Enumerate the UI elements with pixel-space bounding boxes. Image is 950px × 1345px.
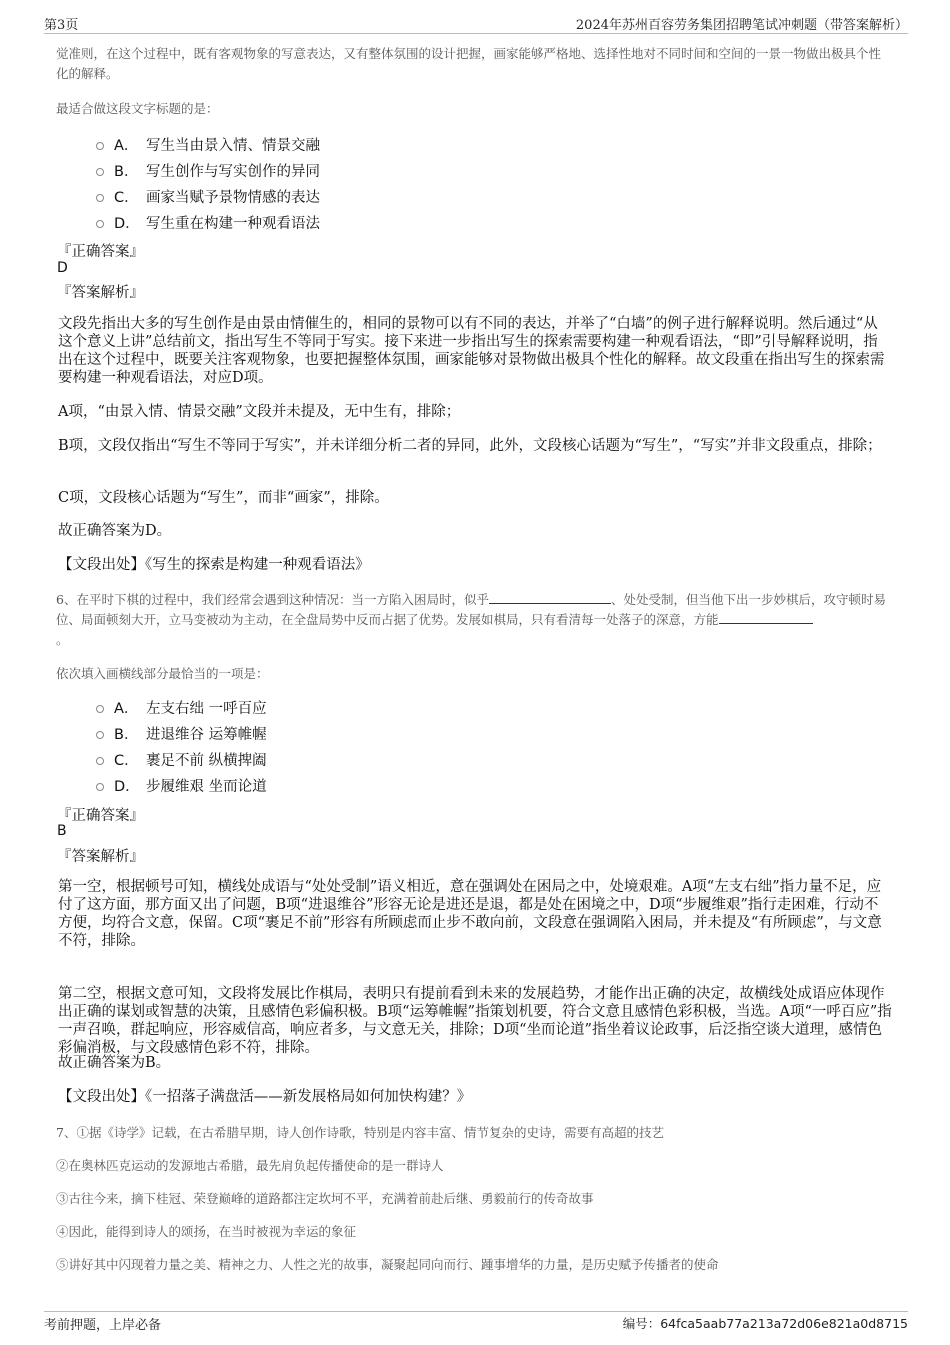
footer-divider [44, 1311, 908, 1312]
answer-value: D [57, 260, 68, 276]
analysis-paragraph: 第一空，根据顿号可知，横线处成语与“处处受制”语义相近，意在强调处在困局之中，处境艰难。A项“左支右绌”指力量不足，应付了这方面，那方面又出了问题，B项“进退维谷”形容无论是进还是退，都是处在困境之中，D项“步履维艰”指行走困难，行动不方便，均符合文意，保留。C项“裹足不前”形容有所顾虑而止步不敢向前，文段意在强调陷入困局，并未提及“有所顾虑”，与文意不符，排除。 [58, 879, 882, 949]
q6-option-d[interactable]: D． 步履维艰 坐而论道 [96, 774, 267, 796]
radio-icon[interactable] [96, 142, 104, 150]
fill-blank [489, 591, 611, 604]
q6-option-c[interactable]: C． 裹足不前 纵横捭阖 [96, 748, 267, 770]
q5-option-d[interactable]: D． 写生重在构建一种观看语法 [96, 211, 320, 233]
page-header [44, 14, 908, 32]
q5-option-b[interactable]: B． 写生创作与写实创作的异同 [96, 159, 320, 181]
radio-icon[interactable] [96, 168, 104, 176]
radio-icon[interactable] [96, 731, 104, 739]
radio-icon[interactable] [96, 705, 104, 713]
analysis-paragraph: 故正确答案为B。 [58, 1055, 171, 1071]
analysis-paragraph: 故正确答案为D。 [58, 523, 172, 539]
footer-slogan: 考前押题，上岸必备 [44, 1318, 162, 1333]
analysis-paragraph: A项，“由景入情、情景交融”文段并未提及，无中生有，排除； [58, 404, 461, 420]
analysis-label: 『答案解析』 [57, 849, 144, 865]
page-number: 第3页 [44, 18, 79, 33]
answer-value: B [57, 823, 67, 839]
source-citation: 【文段出处】《一招落子满盘活——新发展格局如何加快构建？》 [58, 1089, 472, 1105]
header-divider [44, 33, 908, 34]
answer-label: 『正确答案』 [57, 244, 144, 260]
q6-option-b[interactable]: B． 进退维谷 运筹帷幄 [96, 722, 267, 744]
document-code: 编号：64fca5aab77a213a72d06e821a0d8715 [622, 1316, 908, 1331]
analysis-label: 『答案解析』 [57, 285, 144, 301]
source-citation: 【文段出处】《写生的探索是构建一种观看语法》 [58, 557, 370, 573]
radio-icon[interactable] [96, 783, 104, 791]
question-stem: 6、在平时下棋的过程中，我们经常会遇到这种情况：当一方陷入困局时，似乎 、处处受制，但当他下出一步妙棋后，攻守顿时易位、局面顿刻大开，立马变被动为主动，在全盘局势中反而占据了优势。发展如棋局，只有看清每一处落子的深意，方能 。 [56, 592, 886, 647]
q5-option-a[interactable]: A． 写生当由景入情、情景交融 [96, 133, 320, 155]
analysis-paragraph: 第二空，根据文意可知，文段将发展比作棋局，表明只有提前看到未来的发展趋势，才能作出正确的决定，故横线处成语应体现作出正确的谋划或智慧的决策，且感情色彩偏积极。B项“运筹帷幄”指策划机要，符合文意且感情色彩积极，当选。A项“一呼百应”指一声召唤，群起响应，形容威信高，响应者多，与文意无关，排除；D项“坐而论道”指坐着议论政事，后泛指空谈大道理，感情色彩偏消极，与文段感情色彩不符，排除。 [58, 986, 892, 1056]
list-item: ③古往今来，摘下桂冠、荣登巅峰的道路都注定坎坷不平，充满着前赴后继、勇毅前行的传奇故事 [56, 1191, 594, 1206]
analysis-paragraph: C项，文段核心话题为“写生”，而非“画家”，排除。 [58, 490, 389, 506]
q5-option-c[interactable]: C． 画家当赋予景物情感的表达 [96, 185, 320, 207]
list-item: ⑤讲好其中闪现着力量之美、精神之力、人性之光的故事，凝聚起同向而行、踵事增华的力量，是历史赋予传播者的使命 [56, 1257, 719, 1272]
question-prompt: 最适合做这段文字标题的是： [56, 101, 219, 116]
fill-blank [719, 611, 813, 624]
list-item: 7、①据《诗学》记载，在古希腊早期，诗人创作诗歌，特别是内容丰富、情节复杂的史诗，需要有高超的技艺 [56, 1125, 664, 1140]
q6-option-a[interactable]: A． 左支右绌 一呼百应 [96, 696, 267, 718]
list-item: ②在奥林匹克运动的发源地古希腊，最先肩负起传播使命的是一群诗人 [56, 1158, 444, 1173]
radio-icon[interactable] [96, 757, 104, 765]
question-prompt: 依次填入画横线部分最恰当的一项是： [56, 666, 269, 681]
radio-icon[interactable] [96, 194, 104, 202]
radio-icon[interactable] [96, 220, 104, 228]
intro-text: 觉准则，在这个过程中，既有客观物象的写意表达，又有整体氛围的设计把握，画家能够严格地、选择性地对不同时间和空间的一景一物做出极具个性化的解释。 [56, 46, 882, 81]
document-title: 2024年苏州百容劳务集团招聘笔试冲刺题（带答案解析） [575, 18, 908, 33]
answer-label: 『正确答案』 [57, 808, 144, 824]
analysis-paragraph: 文段先指出大多的写生创作是由景由情催生的，相同的景物可以有不同的表达，并举了“白墙”的例子进行解释说明。然后通过“从这个意义上讲”总结前文，指出写生不等同于写实。接下来进一步指出写生的探索需要构建一种观看语法，“即”引导解释说明，指出在这个过程中，既要关注客观物象，也要把握整体氛围，画家能够对景物做出极具个性化的解释。故文段重在指出写生的探索需要构建一种观看语法，对应D项。 [58, 316, 885, 386]
list-item: ④因此，能得到诗人的颂扬，在当时被视为幸运的象征 [56, 1224, 357, 1239]
analysis-paragraph: B项，文段仅指出“写生不等同于写实”，并未详细分析二者的异同，此外，文段核心话题为“写生”，“写实”并非文段重点，排除； [58, 438, 882, 454]
